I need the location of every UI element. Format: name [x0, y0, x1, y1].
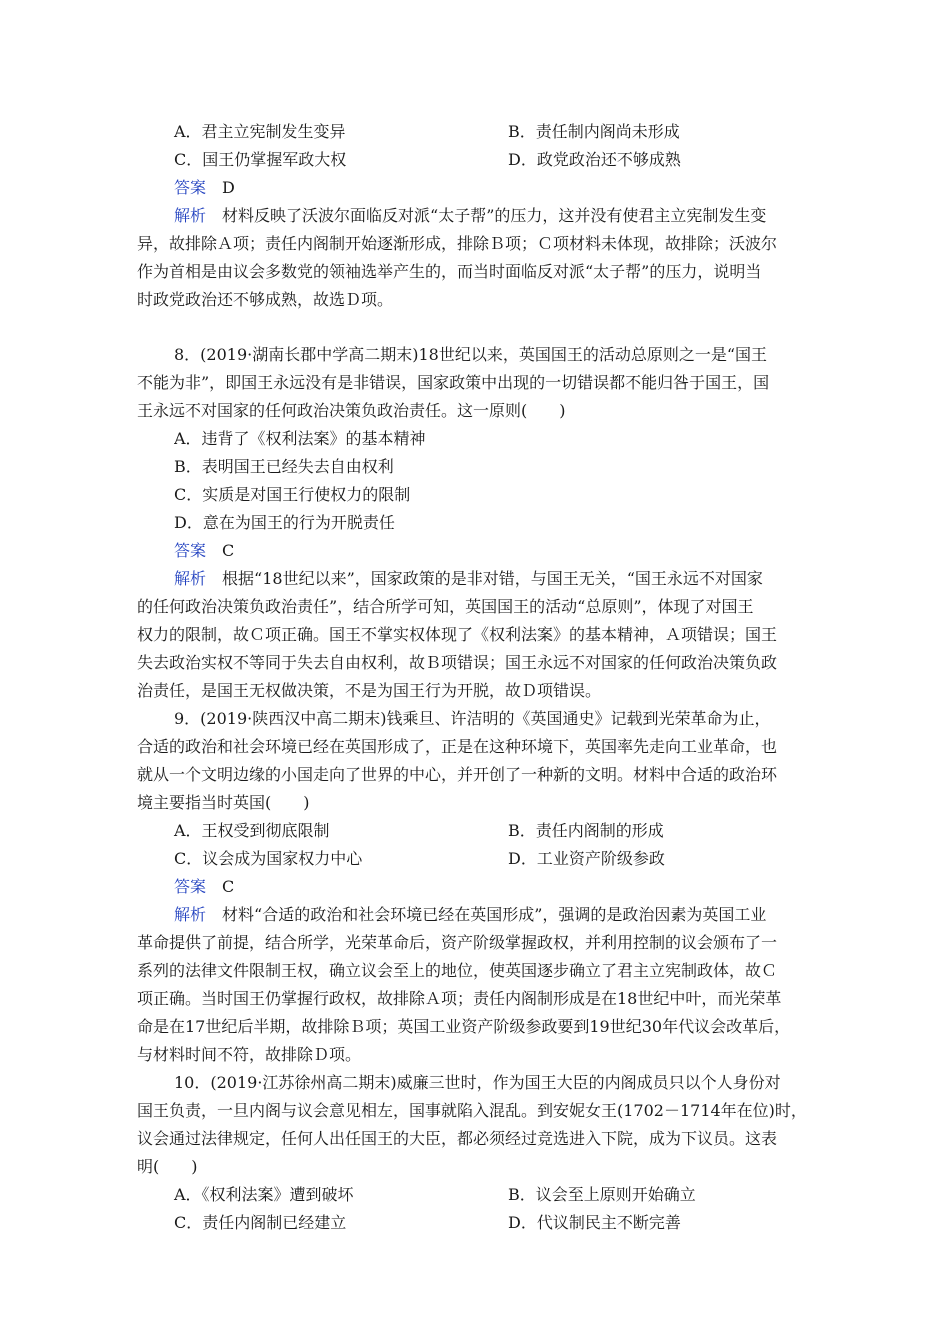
q8-analysis-line: 权力的限制，故Ｃ项正确。国王不掌实权体现了《权利法案》的基本精神，Ａ项错误；国王: [137, 625, 778, 644]
q9-stem: 境主要指当时英国( ): [137, 793, 310, 812]
q9-option-c: C．议会成为国家权力中心: [174, 849, 363, 868]
q7-option-b: B．责任制内阁尚未形成: [508, 122, 680, 141]
q9-analysis-line: [174, 901, 817, 929]
q7-option-a: A．君主立宪制发生变异: [174, 122, 346, 141]
q8-option-a: A．违背了《权利法案》的基本精神: [174, 429, 426, 448]
q8-option-c: C．实质是对国王行使权力的限制: [174, 485, 411, 504]
q8-option-b: B．表明国王已经失去自由权利: [174, 457, 394, 476]
analysis-text: 材料“合适的政治和社会环境已经在英国形成”，强调的是政治因素为英国工业: [222, 905, 767, 924]
answer-value: D: [222, 178, 235, 197]
answer-label: 答案: [174, 877, 207, 896]
q9-stem: 9．(2019·陕西汉中高二期末)钱乘旦、许洁明的《英国通史》记载到光荣革命为止，: [174, 709, 771, 728]
q8-analysis-line: [174, 565, 817, 593]
q10-stem: 10．(2019·江苏徐州高二期末)威廉三世时，作为国王大臣的内阁成员只以个人身份对: [174, 1073, 781, 1092]
q8-stem: 8．(2019·湖南长郡中学高二期末)18世纪以来，英国国王的活动总原则之一是“国王: [174, 345, 768, 364]
answer-value: C: [222, 541, 235, 560]
answer-value: C: [222, 877, 235, 896]
q9-analysis-line: 命是在17世纪后半期，故排除Ｂ项；英国工业资产阶级参政要到19世纪30年代议会改革后，: [137, 1017, 791, 1036]
answer-label: 答案: [174, 178, 207, 197]
analysis-text: 根据“18世纪以来”，国家政策的是非对错，与国王无关，“国王永远不对国家: [222, 569, 763, 588]
q8-analysis-line: 治责任，是国王无权做决策，不是为国王行为开脱，故Ｄ项错误。: [137, 681, 602, 700]
q10-stem: 国王负责，一旦内阁与议会意见相左，国事就陷入混乱。到安妮女王(1702－1714年在位)时，: [137, 1101, 807, 1120]
q10-stem: 明( ): [137, 1157, 198, 1176]
analysis-label: 解析: [174, 569, 207, 588]
q9-answer: [174, 873, 817, 901]
analysis-label: 解析: [174, 206, 207, 225]
q7-answer: [174, 174, 817, 202]
q9-option-a: A．王权受到彻底限制: [174, 821, 330, 840]
q8-stem: 王永远不对国家的任何政治决策负政治责任。这一原则( ): [137, 401, 566, 420]
q7-analysis-line: 时政党政治还不够成熟，故选Ｄ项。: [137, 290, 394, 309]
q9-option-d: D．工业资产阶级参政: [508, 849, 665, 868]
q8-stem: 不能为非”，即国王永远没有是非错误，国家政策中出现的一切错误都不能归咎于国王，国: [137, 373, 770, 392]
analysis-label: 解析: [174, 905, 207, 924]
q9-stem: 就从一个文明边缘的小国走向了世界的中心，并开创了一种新的文明。材料中合适的政治环: [137, 765, 778, 784]
q9-analysis-line: 与材料时间不符，故排除Ｄ项。: [137, 1045, 362, 1064]
q7-option-c: C．国王仍掌握军政大权: [174, 150, 347, 169]
q9-analysis-line: 项正确。当时国王仍掌握行政权，故排除Ａ项；责任内阁制形成是在18世纪中叶，而光荣革: [137, 989, 782, 1008]
q7-analysis-line: 作为首相是由议会多数党的领袖选举产生的，而当时面临反对派“太子帮”的压力，说明当: [137, 262, 762, 281]
q9-analysis-line: 系列的法律文件限制王权，确立议会至上的地位，使英国逐步确立了君主立宪制政体，故Ｃ: [137, 961, 778, 980]
q10-option-b: B．议会至上原则开始确立: [508, 1185, 696, 1204]
answer-label: 答案: [174, 541, 207, 560]
q9-stem: 合适的政治和社会环境已经在英国形成了，正是在这种环境下，英国率先走向工业革命，也: [137, 737, 778, 756]
q10-option-d: D．代议制民主不断完善: [508, 1213, 681, 1232]
q7-option-d: D．政党政治还不够成熟: [508, 150, 681, 169]
analysis-text: 材料反映了沃波尔面临反对派“太子帮”的压力，这并没有使君主立宪制发生变: [222, 206, 767, 225]
q10-option-a: A．《权利法案》遭到破坏: [174, 1185, 354, 1204]
q10-stem: 议会通过法律规定，任何人出任国王的大臣，都必须经过竞选进入下院，成为下议员。这表: [137, 1129, 778, 1148]
q7-analysis-line: 异，故排除Ａ项；责任内阁制开始逐渐形成，排除Ｂ项；Ｃ项材料未体现，故排除；沃波尔: [137, 234, 778, 253]
q8-option-d: D．意在为国王的行为开脱责任: [174, 513, 395, 532]
q9-analysis-line: 革命提供了前提，结合所学，光荣革命后，资产阶级掌握政权，并利用控制的议会颁布了一: [137, 933, 778, 952]
q7-analysis-line: [174, 202, 817, 230]
q8-analysis-line: 失去政治实权不等同于失去自由权利，故Ｂ项错误；国王永远不对国家的任何政治决策负政: [137, 653, 778, 672]
q8-analysis-line: 的任何政治决策负政治责任”，结合所学可知，英国国王的活动“总原则”，体现了对国王: [137, 597, 754, 616]
q8-answer: [174, 537, 817, 565]
q9-option-b: B．责任内阁制的形成: [508, 821, 664, 840]
q10-option-c: C．责任内阁制已经建立: [174, 1213, 347, 1232]
